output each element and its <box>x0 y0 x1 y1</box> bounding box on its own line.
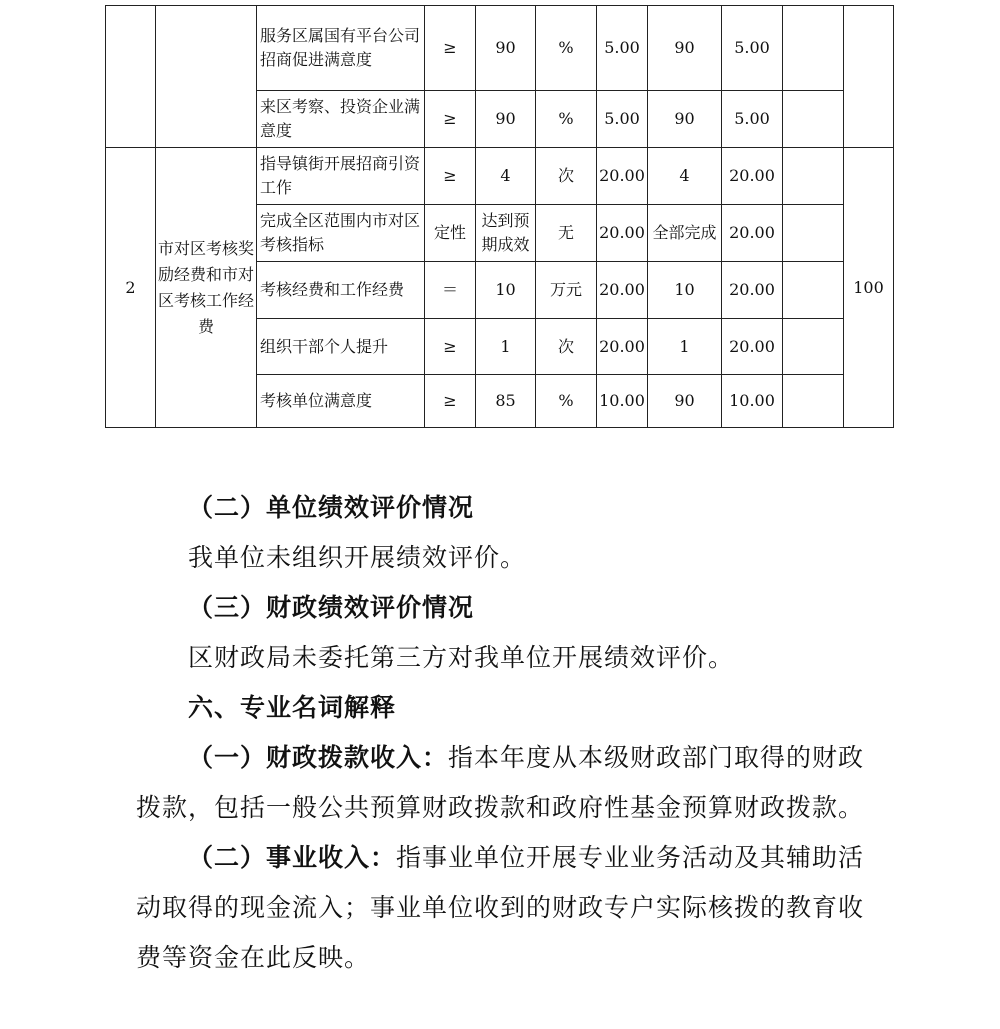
blank-cell <box>783 6 844 91</box>
unit-cell: % <box>536 91 597 148</box>
seq-cell: 2 <box>106 148 156 428</box>
symbol-cell: ≥ <box>425 319 476 375</box>
glossary-term-paragraph <box>136 733 876 833</box>
target-cell: 90 <box>476 91 536 148</box>
indicator-cell: 完成全区范围内市对区考核指标 <box>257 205 425 262</box>
blank-cell <box>783 148 844 205</box>
project-cell: 市对区考核奖励经费和市对区考核工作经费 <box>156 148 257 428</box>
weight-cell: 20.00 <box>597 205 648 262</box>
target-cell: 10 <box>476 262 536 319</box>
performance-indicator-table <box>105 5 894 428</box>
actual-cell: 90 <box>648 6 722 91</box>
actual-cell: 1 <box>648 319 722 375</box>
blank-cell <box>783 205 844 262</box>
target-cell: 85 <box>476 375 536 428</box>
blank-cell <box>783 319 844 375</box>
score-cell: 20.00 <box>722 148 783 205</box>
total-cell <box>844 6 894 148</box>
actual-cell: 10 <box>648 262 722 319</box>
indicator-cell: 来区考察、投资企业满意度 <box>257 91 425 148</box>
term-definition: 指事业单位开展专业业务活动及其辅助活动取得的现金流入；事业单位收到的财政专户实际核拨的教育收费等资金在此反映。 <box>136 843 865 972</box>
seq-cell <box>106 6 156 148</box>
score-cell: 20.00 <box>722 262 783 319</box>
actual-cell: 全部完成 <box>648 205 722 262</box>
table-row <box>106 6 894 91</box>
weight-cell: 20.00 <box>597 148 648 205</box>
symbol-cell: ≥ <box>425 91 476 148</box>
indicator-cell: 组织干部个人提升 <box>257 319 425 375</box>
actual-cell: 90 <box>648 91 722 148</box>
weight-cell: 10.00 <box>597 375 648 428</box>
symbol-cell: ≥ <box>425 6 476 91</box>
unit-cell: 无 <box>536 205 597 262</box>
blank-cell <box>783 91 844 148</box>
blank-cell <box>783 375 844 428</box>
glossary-term-paragraph <box>136 833 876 983</box>
term-label: （一）财政拨款收入： <box>188 743 449 772</box>
unit-cell: 次 <box>536 319 597 375</box>
indicator-cell: 指导镇街开展招商引资工作 <box>257 148 425 205</box>
unit-cell: 万元 <box>536 262 597 319</box>
project-cell <box>156 6 257 148</box>
fiscal-eval-text: 区财政局未委托第三方对我单位开展绩效评价。 <box>188 643 735 672</box>
target-cell: 4 <box>476 148 536 205</box>
score-cell: 20.00 <box>722 205 783 262</box>
blank-cell <box>783 262 844 319</box>
symbol-cell: ＝ <box>425 262 476 319</box>
score-cell: 5.00 <box>722 91 783 148</box>
indicator-cell: 考核单位满意度 <box>257 375 425 428</box>
term-definition: 指本年度从本级财政部门取得的财政拨款，包括一般公共预算财政拨款和政府性基金预算财政拨款。 <box>136 743 865 822</box>
unit-cell: % <box>536 6 597 91</box>
indicator-cell: 考核经费和工作经费 <box>257 262 425 319</box>
weight-cell: 5.00 <box>597 91 648 148</box>
term-label: （二）事业收入： <box>188 843 397 872</box>
unit-eval-text: 我单位未组织开展绩效评价。 <box>188 543 527 572</box>
total-cell: 100 <box>844 148 894 428</box>
symbol-cell: 定性 <box>425 205 476 262</box>
fiscal-eval-heading: （三）财政绩效评价情况 <box>188 593 475 622</box>
target-cell: 1 <box>476 319 536 375</box>
unit-cell: % <box>536 375 597 428</box>
indicator-cell: 服务区属国有平台公司招商促进满意度 <box>257 6 425 91</box>
weight-cell: 5.00 <box>597 6 648 91</box>
target-cell: 90 <box>476 6 536 91</box>
weight-cell: 20.00 <box>597 262 648 319</box>
glossary-heading: 六、专业名词解释 <box>188 693 397 722</box>
actual-cell: 90 <box>648 375 722 428</box>
score-cell: 20.00 <box>722 319 783 375</box>
weight-cell: 20.00 <box>597 319 648 375</box>
actual-cell: 4 <box>648 148 722 205</box>
target-cell: 达到预期成效 <box>476 205 536 262</box>
score-cell: 5.00 <box>722 6 783 91</box>
unit-cell: 次 <box>536 148 597 205</box>
table-row <box>106 148 894 205</box>
symbol-cell: ≥ <box>425 375 476 428</box>
unit-eval-heading: （二）单位绩效评价情况 <box>188 493 475 522</box>
report-body <box>136 483 876 983</box>
score-cell: 10.00 <box>722 375 783 428</box>
symbol-cell: ≥ <box>425 148 476 205</box>
